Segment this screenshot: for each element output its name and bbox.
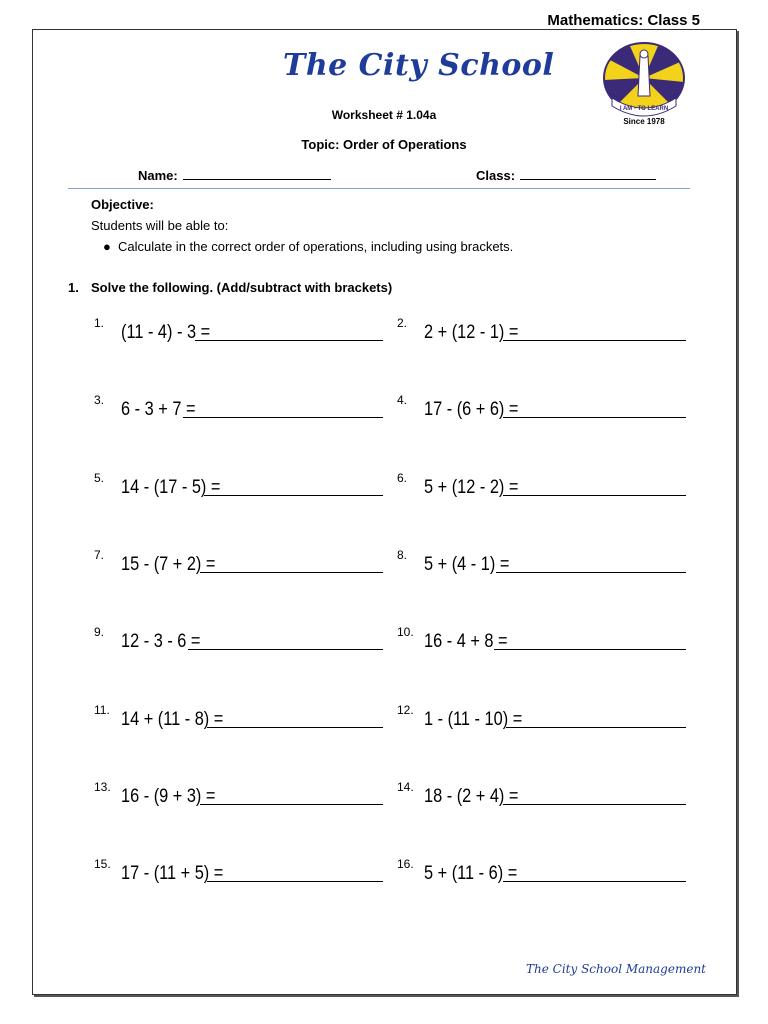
problem-expression: 5 + (4 - 1) = <box>424 554 510 575</box>
problem-number: 1. <box>94 316 105 330</box>
problem-item <box>397 623 686 653</box>
problem-expression: (11 - 4) - 3 = <box>121 322 211 343</box>
logo-motto: I AM - TO LEARN <box>619 106 669 112</box>
problem-item <box>397 701 686 731</box>
problem-expression: 5 + (12 - 2) = <box>424 477 519 498</box>
problem-expression: 6 - 3 + 7 = <box>121 399 196 420</box>
problem-expression: 18 - (2 + 4) = <box>424 786 519 807</box>
objective-label: Objective: <box>91 197 154 212</box>
answer-blank[interactable] <box>503 339 686 341</box>
name-label: Name: <box>138 168 178 183</box>
problem-number: 9. <box>94 625 105 639</box>
problem-expression: 16 - (9 + 3) = <box>121 786 216 807</box>
question-text: Solve the following. (Add/subtract with brackets) <box>91 280 393 295</box>
problem-expression: 17 - (11 + 5) = <box>121 863 224 884</box>
problem-number: 16. <box>397 857 414 871</box>
problem-expression: 16 - 4 + 8 = <box>424 631 508 652</box>
school-name: The City School <box>283 48 555 83</box>
answer-blank[interactable] <box>207 726 383 728</box>
problem-expression: 2 + (12 - 1) = <box>424 322 519 343</box>
problem-expression: 14 + (11 - 8) = <box>121 709 224 730</box>
problem-number: 15. <box>94 857 111 871</box>
problem-item <box>397 314 686 344</box>
problem-number: 5. <box>94 471 105 485</box>
bullet-icon: ● <box>103 239 111 254</box>
problem-number: 4. <box>397 393 408 407</box>
objective-bullet <box>103 239 513 254</box>
problem-expression: 15 - (7 + 2) = <box>121 554 216 575</box>
header-divider <box>68 188 690 189</box>
answer-blank[interactable] <box>188 648 383 650</box>
problem-item <box>397 778 686 808</box>
answer-blank[interactable] <box>506 726 686 728</box>
problem-item <box>94 314 383 344</box>
problem-expression: 12 - 3 - 6 = <box>121 631 201 652</box>
answer-blank[interactable] <box>195 339 383 341</box>
subject-header: Mathematics: Class 5 <box>547 12 700 29</box>
problem-number: 11. <box>94 703 110 717</box>
worksheet-topic: Topic: Order of Operations <box>301 137 467 152</box>
question-heading <box>68 280 392 295</box>
class-field[interactable] <box>476 167 656 183</box>
objective-intro: Students will be able to: <box>91 218 229 233</box>
class-blank[interactable] <box>520 167 656 180</box>
problem-expression: 14 - (17 - 5) = <box>121 477 221 498</box>
problem-number: 2. <box>397 316 408 330</box>
answer-blank[interactable] <box>494 648 686 650</box>
problem-item <box>397 469 686 499</box>
problem-expression: 1 - (11 - 10) = <box>424 709 523 730</box>
problem-item <box>94 391 383 421</box>
problem-item <box>94 469 383 499</box>
answer-blank[interactable] <box>200 571 383 573</box>
problem-item <box>94 546 383 576</box>
problem-number: 8. <box>397 548 408 562</box>
answer-blank[interactable] <box>496 571 686 573</box>
answer-blank[interactable] <box>200 803 383 805</box>
problem-expression: 17 - (6 + 6) = <box>424 399 519 420</box>
answer-blank[interactable] <box>204 494 383 496</box>
problem-item <box>94 855 383 885</box>
answer-blank[interactable] <box>183 416 383 418</box>
problem-item <box>94 778 383 808</box>
problem-number: 14. <box>397 780 414 794</box>
footer-text: The City School Management <box>526 962 706 976</box>
problem-item <box>397 391 686 421</box>
question-number: 1. <box>68 280 79 295</box>
problem-number: 12. <box>397 703 414 717</box>
answer-blank[interactable] <box>207 880 383 882</box>
problem-expression: 5 + (11 - 6) = <box>424 863 518 884</box>
problem-item <box>397 855 686 885</box>
problem-item <box>94 623 383 653</box>
answer-blank[interactable] <box>503 803 686 805</box>
problem-number: 6. <box>397 471 408 485</box>
answer-blank[interactable] <box>503 494 686 496</box>
problem-item <box>94 701 383 731</box>
problem-item <box>397 546 686 576</box>
name-blank[interactable] <box>183 167 331 180</box>
name-field[interactable] <box>138 167 331 183</box>
problem-number: 13. <box>94 780 111 794</box>
problem-number: 10. <box>397 625 414 639</box>
answer-blank[interactable] <box>503 416 686 418</box>
logo-since-text: Since 1978 <box>623 117 665 126</box>
objective-bullet-text: Calculate in the correct order of operations, including using brackets. <box>118 239 514 254</box>
problem-number: 7. <box>94 548 105 562</box>
worksheet-number: Worksheet # 1.04a <box>331 108 437 122</box>
problem-number: 3. <box>94 393 105 407</box>
class-label: Class: <box>476 168 516 183</box>
answer-blank[interactable] <box>503 880 686 882</box>
